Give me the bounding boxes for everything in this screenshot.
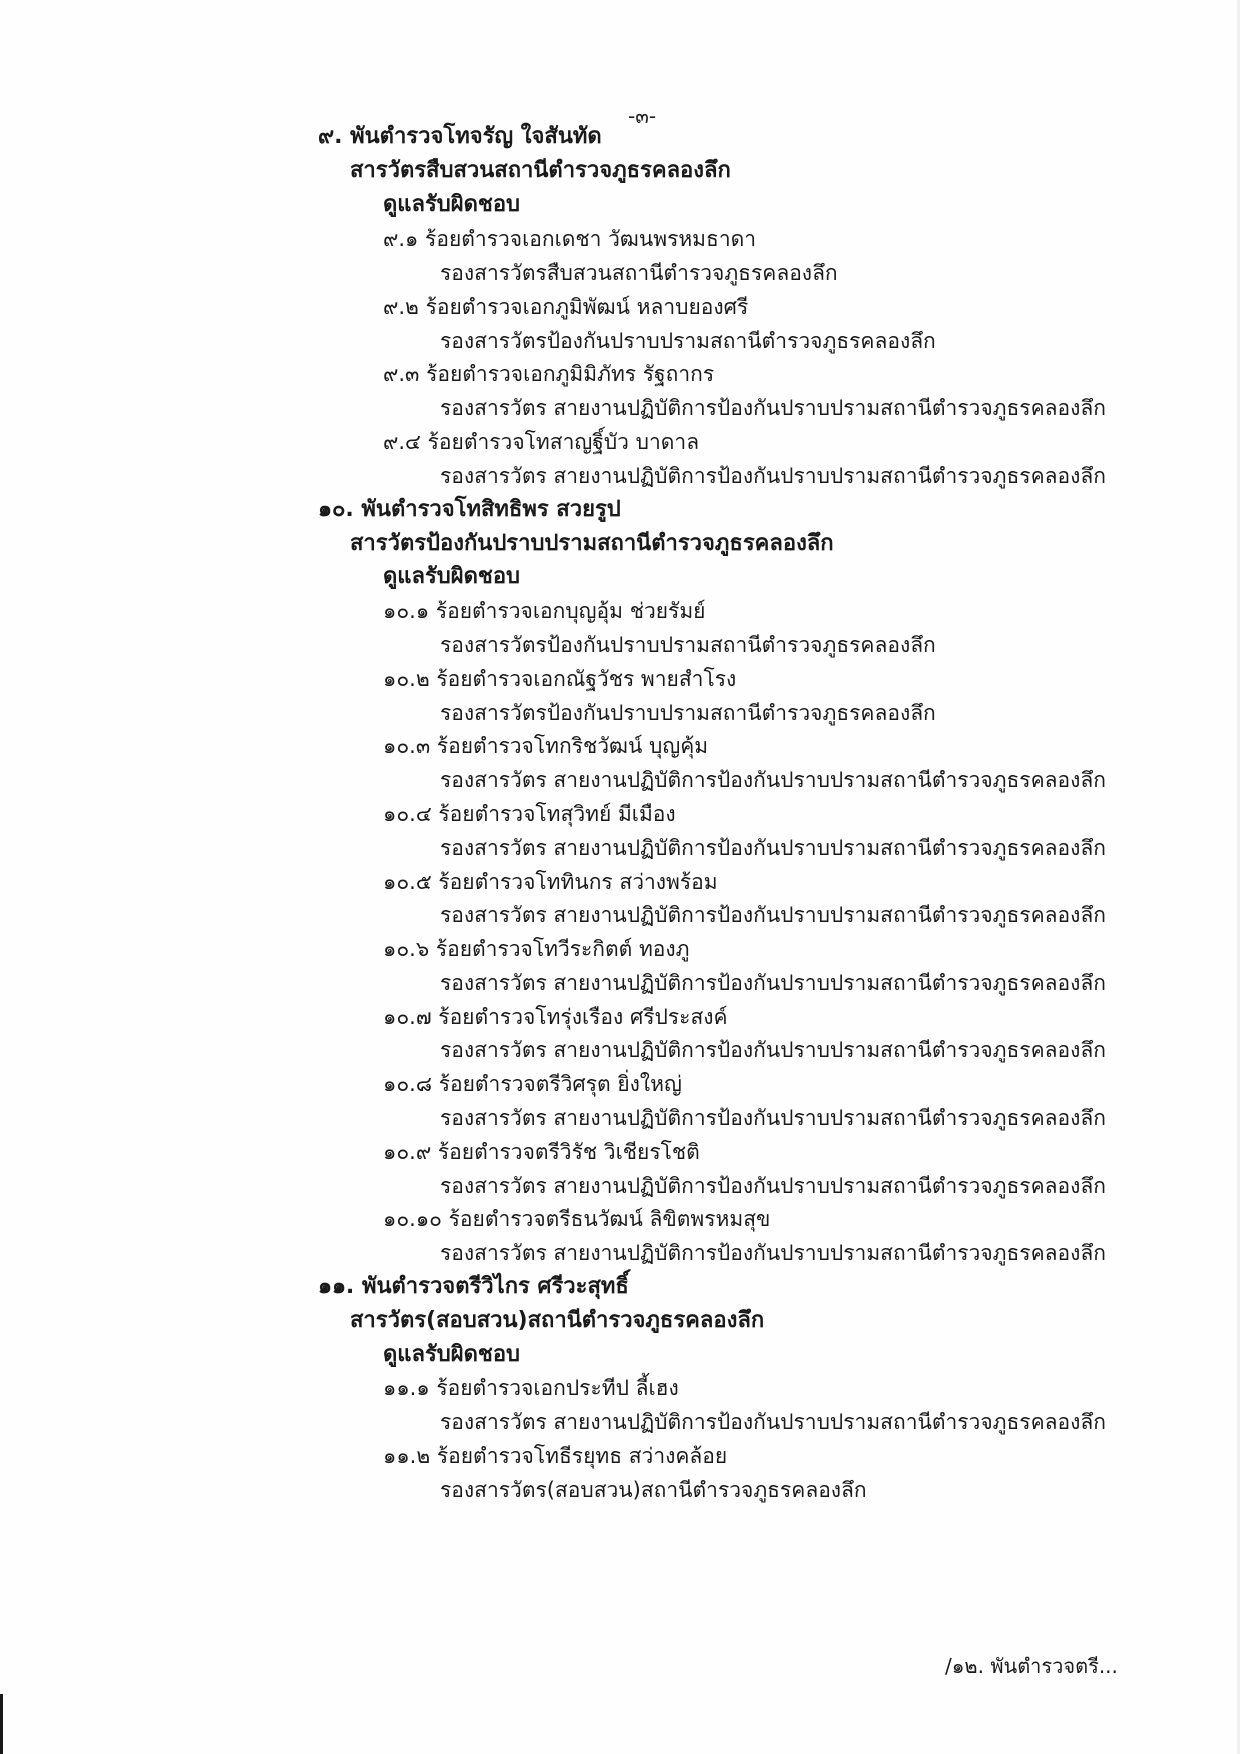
section-10-sub-2-position: รองสารวัตรป้องกันปราบปรามสถานีตำรวจภูธรคลองลึก [440, 701, 936, 725]
section-10-sub-4-position: รองสารวัตร สายงานปฏิบัติการป้องกันปราบปรามสถานีตำรวจภูธรคลองลึก [440, 836, 1106, 860]
continuation-marker: /๑๒. พันตำรวจตรี... [945, 1654, 1118, 1678]
section-9-responsibility-label: ดูแลรับผิดชอบ [383, 192, 521, 217]
section-10-sub-6-position: รองสารวัตร สายงานปฏิบัติการป้องกันปราบปรามสถานีตำรวจภูธรคลองลึก [440, 971, 1106, 995]
section-10-responsibility-label: ดูแลรับผิดชอบ [383, 564, 521, 589]
section-11-head: ๑๑. พันตำรวจตรีวิไกร ศรีวะสุทธิ์ [318, 1274, 629, 1299]
section-10-sub-7-name: ๑๐.๗ ร้อยตำรวจโทรุ่งเรือง ศรีประสงค์ [383, 1005, 728, 1029]
section-10-sub-5-name: ๑๐.๕ ร้อยตำรวจโททินกร สว่างพร้อม [383, 870, 718, 894]
section-9-sub-3-name: ๙.๓ ร้อยตำรวจเอกภูมิมิภัทร รัฐถากร [383, 362, 715, 386]
section-11-sub-2-position: รองสารวัตร(สอบสวน)สถานีตำรวจภูธรคลองลึก [440, 1478, 867, 1502]
section-10-sub-10-name: ๑๐.๑๐ ร้อยตำรวจตรีธนวัฒน์ ลิขิตพรหมสุข [383, 1207, 771, 1231]
section-9-sub-4-position: รองสารวัตร สายงานปฏิบัติการป้องกันปราบปรามสถานีตำรวจภูธรคลองลึก [440, 464, 1106, 488]
section-10-sub-9-name: ๑๐.๙ ร้อยตำรวจตรีวิรัช วิเชียรโชติ [383, 1140, 700, 1164]
section-9-sub-3-position: รองสารวัตร สายงานปฏิบัติการป้องกันปราบปรามสถานีตำรวจภูธรคลองลึก [440, 396, 1106, 420]
section-10-sub-4-name: ๑๐.๔ ร้อยตำรวจโทสุวิทย์ มีเมือง [383, 802, 676, 826]
scan-corner-mark [0, 1694, 3, 1754]
section-9-head: ๙. พันตำรวจโทจรัญ ใจสันทัด [318, 124, 602, 149]
section-10-sub-2-name: ๑๐.๒ ร้อยตำรวจเอกณัฐวัชร พายสำโรง [383, 667, 737, 691]
section-9-sub-1-name: ๙.๑ ร้อยตำรวจเอกเดชา วัฒนพรหมธาดา [383, 227, 757, 251]
section-9-sub-2-name: ๙.๒ ร้อยตำรวจเอกภูมิพัฒน์ หลาบยองศรี [383, 295, 749, 319]
section-11-responsibility-label: ดูแลรับผิดชอบ [383, 1342, 521, 1367]
section-11-sub-1-position: รองสารวัตร สายงานปฏิบัติการป้องกันปราบปรามสถานีตำรวจภูธรคลองลึก [440, 1410, 1106, 1434]
section-11-sub-1-name: ๑๑.๑ ร้อยตำรวจเอกประทีป ลี้เฮง [383, 1376, 679, 1400]
section-11-sub-2-name: ๑๑.๒ ร้อยตำรวจโทธีรยุทธ สว่างคล้อย [383, 1444, 728, 1468]
page-number: -๓- [628, 104, 657, 128]
section-10-position: สารวัตรป้องกันปราบปรามสถานีตำรวจภูธรคลองลึก [350, 531, 834, 556]
section-9-sub-2-position: รองสารวัตรป้องกันปราบปรามสถานีตำรวจภูธรคลองลึก [440, 329, 936, 353]
section-10-sub-5-position: รองสารวัตร สายงานปฏิบัติการป้องกันปราบปรามสถานีตำรวจภูธรคลองลึก [440, 903, 1106, 927]
section-10-sub-8-position: รองสารวัตร สายงานปฏิบัติการป้องกันปราบปรามสถานีตำรวจภูธรคลองลึก [440, 1106, 1106, 1130]
section-10-sub-9-position: รองสารวัตร สายงานปฏิบัติการป้องกันปราบปรามสถานีตำรวจภูธรคลองลึก [440, 1174, 1106, 1198]
section-10-sub-6-name: ๑๐.๖ ร้อยตำรวจโทวีระกิตต์ ทองภู [383, 937, 690, 961]
section-10-sub-1-name: ๑๐.๑ ร้อยตำรวจเอกบุญอุ้ม ช่วยรัมย์ [383, 599, 706, 623]
section-9-position: สารวัตรสืบสวนสถานีตำรวจภูธรคลองลึก [350, 158, 731, 183]
section-11-position: สารวัตร(สอบสวน)สถานีตำรวจภูธรคลองลึก [350, 1308, 765, 1333]
section-10-head: ๑๐. พันตำรวจโทสิทธิพร สวยรูป [318, 497, 621, 522]
section-10-sub-3-name: ๑๐.๓ ร้อยตำรวจโทกริชวัฒน์ บุญคุ้ม [383, 734, 709, 758]
section-10-sub-10-position: รองสารวัตร สายงานปฏิบัติการป้องกันปราบปรามสถานีตำรวจภูธรคลองลึก [440, 1241, 1106, 1265]
section-9-sub-1-position: รองสารวัตรสืบสวนสถานีตำรวจภูธรคลองลึก [440, 261, 838, 285]
section-10-sub-8-name: ๑๐.๘ ร้อยตำรวจตรีวิศรุต ยิ่งใหญ่ [383, 1072, 682, 1096]
section-10-sub-3-position: รองสารวัตร สายงานปฏิบัติการป้องกันปราบปรามสถานีตำรวจภูธรคลองลึก [440, 768, 1106, 792]
section-10-sub-1-position: รองสารวัตรป้องกันปราบปรามสถานีตำรวจภูธรคลองลึก [440, 633, 936, 657]
section-9-sub-4-name: ๙.๔ ร้อยตำรวจโทสาญฐิ์บัว บาดาล [383, 430, 700, 454]
section-10-sub-7-position: รองสารวัตร สายงานปฏิบัติการป้องกันปราบปรามสถานีตำรวจภูธรคลองลึก [440, 1038, 1106, 1062]
